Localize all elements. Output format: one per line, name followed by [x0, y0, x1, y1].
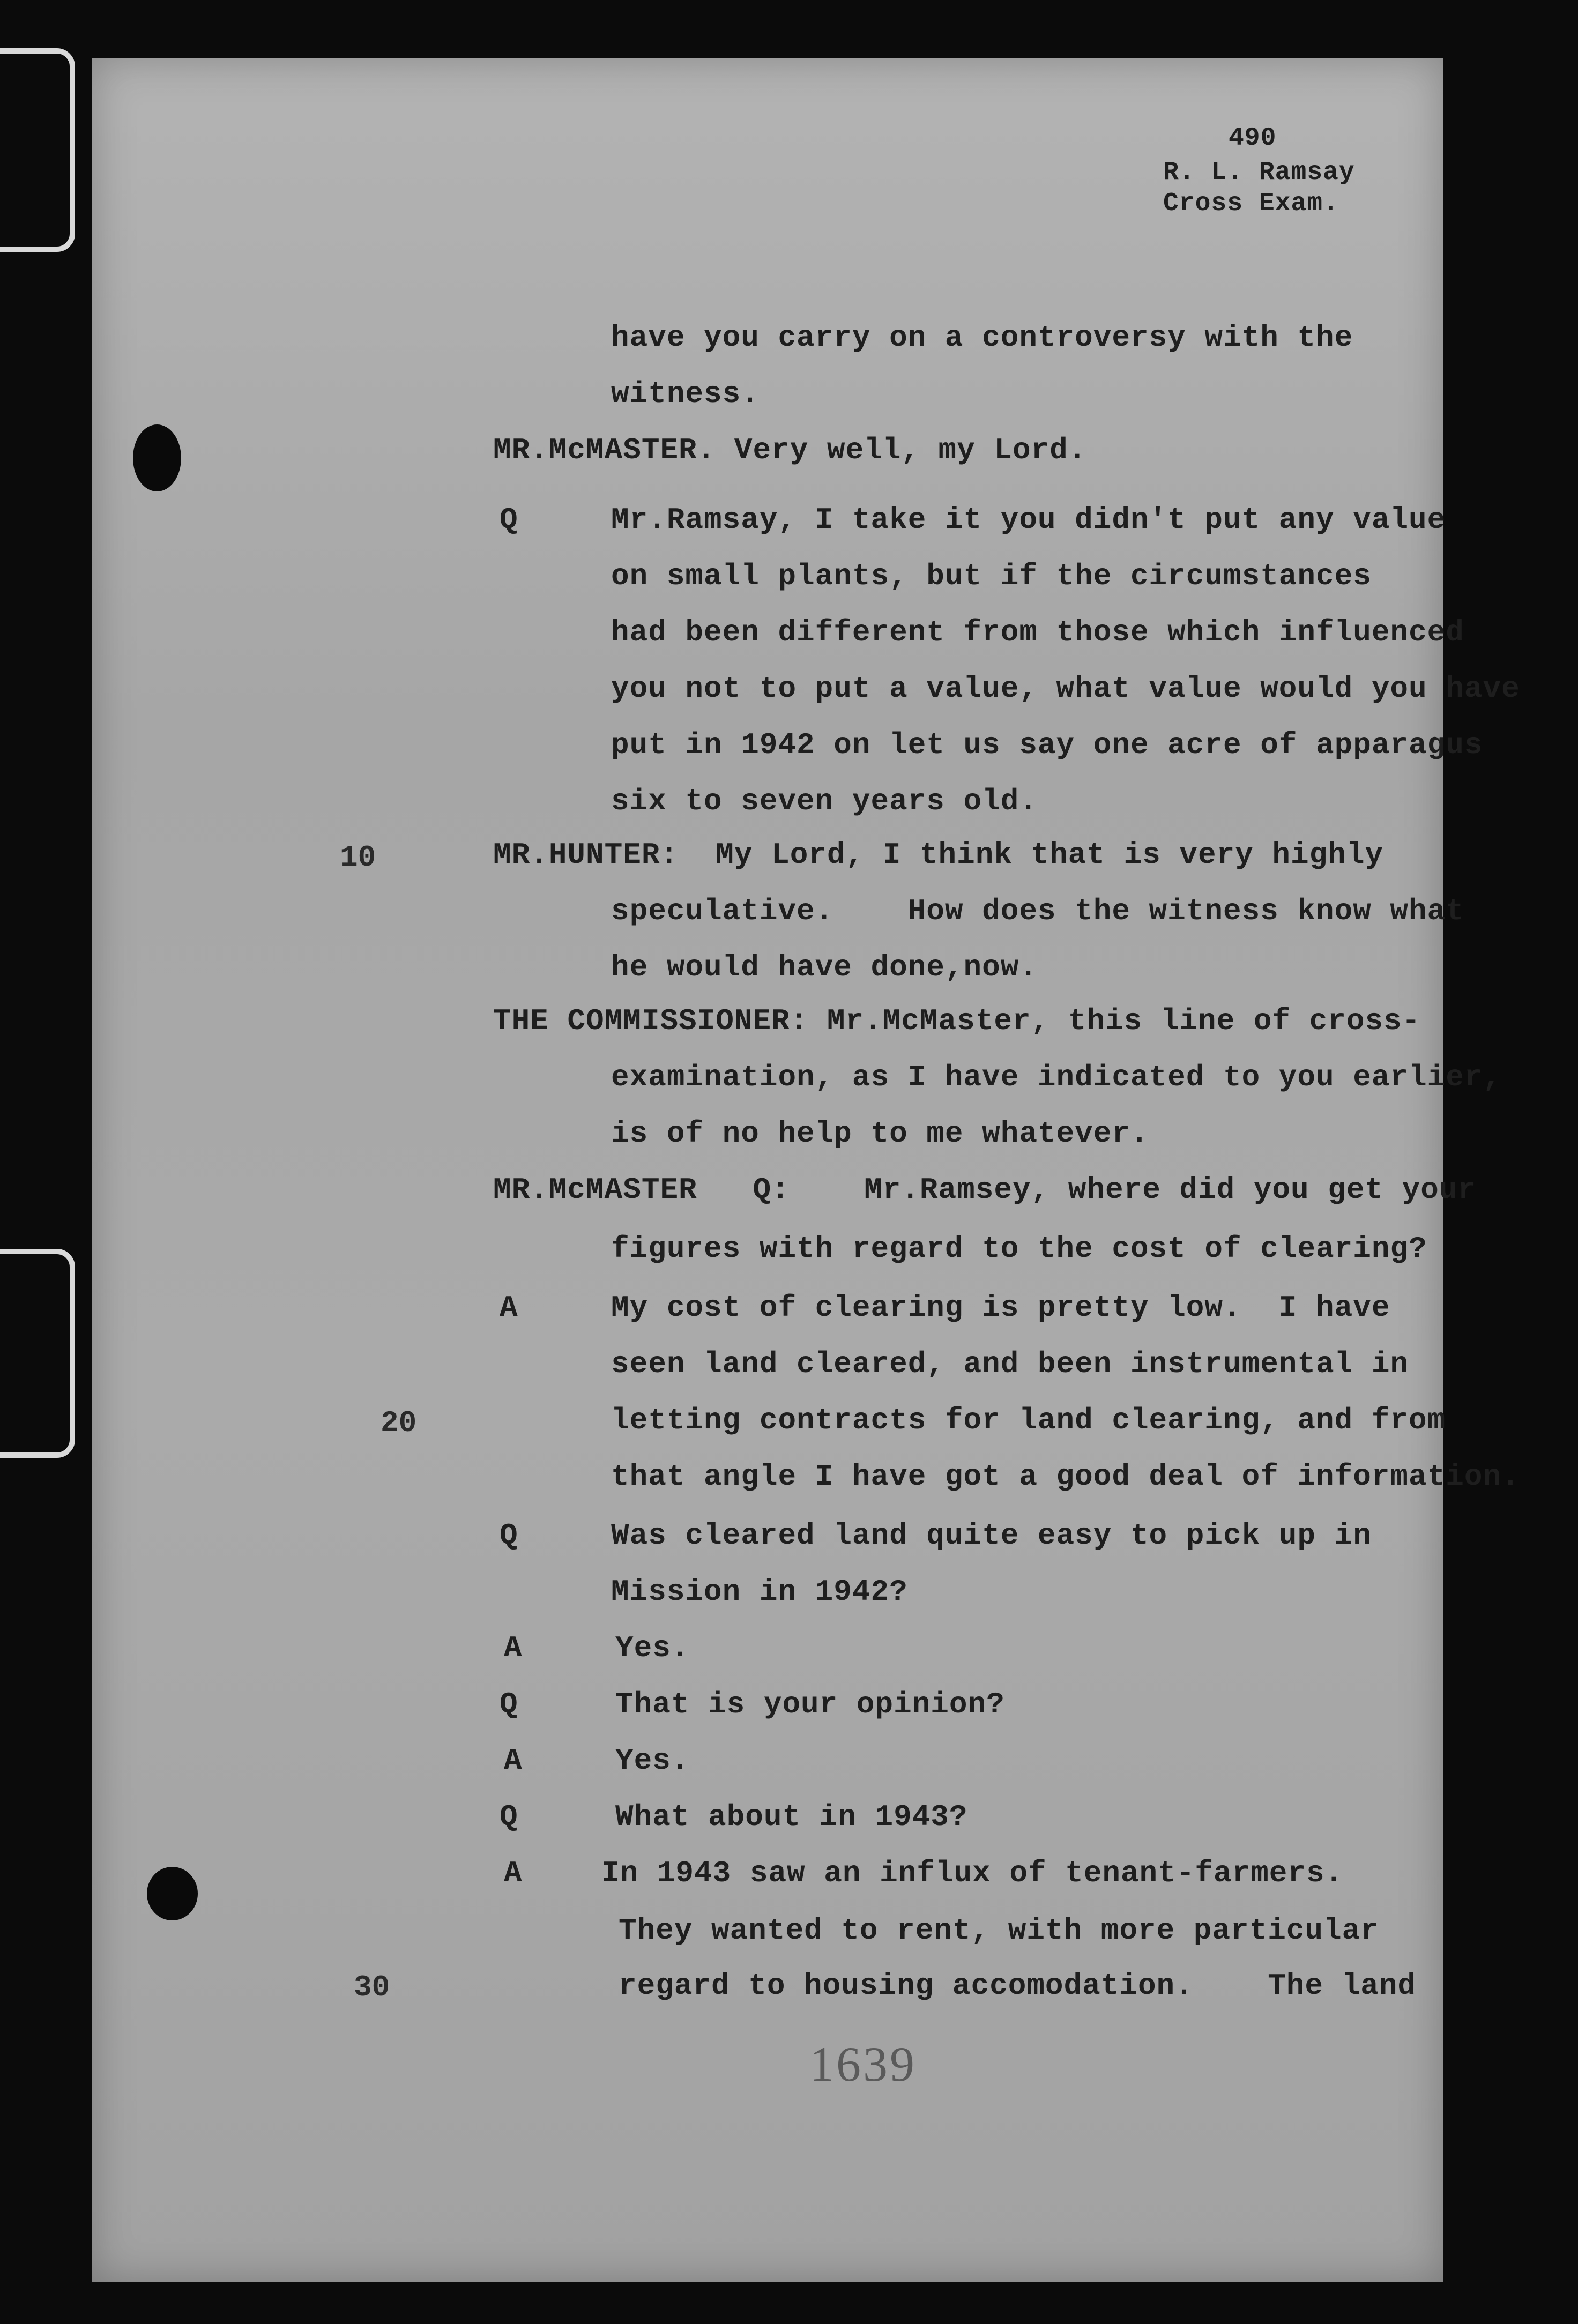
transcript-line: THE COMMISSIONER: Mr.McMaster, this line of cross-: [493, 1004, 1421, 1038]
transcript-line: put in 1942 on let us say one acre of apparagus: [611, 728, 1483, 762]
margin-line-number: 30: [354, 1970, 390, 2005]
margin-line-number: 10: [340, 840, 376, 875]
binder-tab-middle: [0, 1249, 75, 1458]
transcript-line: Yes.: [615, 1744, 690, 1778]
transcript-line: you not to put a value, what value would you have: [611, 672, 1520, 706]
transcript-line: seen land cleared, and been instrumental in: [611, 1347, 1409, 1381]
transcript-line: That is your opinion?: [615, 1687, 1005, 1722]
punch-hole-lower: [147, 1867, 198, 1920]
speaker-label: A: [504, 1856, 523, 1890]
transcript-line: MR.McMASTER Q: Mr.Ramsey, where did you get your: [493, 1173, 1477, 1207]
transcript-line: They wanted to rent, with more particular: [619, 1913, 1379, 1948]
transcript-line: Mission in 1942?: [611, 1575, 908, 1609]
transcript-line: figures with regard to the cost of clearing?: [611, 1232, 1427, 1266]
transcript-line: had been different from those which influenced: [611, 615, 1464, 650]
transcript-line: examination, as I have indicated to you earlier,: [611, 1060, 1502, 1094]
transcript-line: witness.: [611, 377, 760, 411]
transcript-line: letting contracts for land clearing, and from: [611, 1403, 1446, 1437]
transcript-line: MR.HUNTER: My Lord, I think that is very highly: [493, 838, 1384, 872]
speaker-label: Q: [500, 1518, 518, 1553]
punch-hole-upper: [133, 424, 181, 491]
document-page: [92, 58, 1520, 2282]
transcript-line: What about in 1943?: [615, 1800, 968, 1834]
speaker-label: Q: [500, 1800, 518, 1834]
margin-line-number: 20: [381, 1406, 417, 1440]
speaker-label: A: [504, 1631, 523, 1665]
exam-type: Cross Exam.: [1163, 189, 1339, 218]
page-number: 490: [1229, 124, 1277, 153]
speaker-label: A: [504, 1744, 523, 1778]
transcript-line: Was cleared land quite easy to pick up in: [611, 1518, 1372, 1553]
transcript-line: on small plants, but if the circumstances: [611, 559, 1372, 593]
transcript-line: Mr.Ramsay, I take it you didn't put any value: [611, 503, 1446, 537]
transcript-line: he would have done,now.: [611, 950, 1038, 985]
transcript-line: speculative. How does the witness know what: [611, 894, 1464, 928]
binder-tab-top: [0, 48, 75, 252]
speaker-label: Q: [500, 1687, 518, 1722]
transcript-line: that angle I have got a good deal of information.: [611, 1459, 1520, 1494]
speaker-label: A: [500, 1291, 518, 1325]
transcript-line: MR.McMASTER. Very well, my Lord.: [493, 433, 1087, 467]
speaker-label: Q: [500, 503, 518, 537]
transcript-line: is of no help to me whatever.: [611, 1116, 1149, 1151]
archive-stamp-number: 1639: [809, 2037, 917, 2091]
transcript-line: Yes.: [615, 1631, 690, 1665]
transcript-line: In 1943 saw an influx of tenant-farmers.: [601, 1856, 1344, 1890]
transcript-line: six to seven years old.: [611, 784, 1038, 818]
transcript-line: regard to housing accomodation. The land: [619, 1969, 1417, 2003]
witness-name: R. L. Ramsay: [1163, 158, 1355, 187]
transcript-line: My cost of clearing is pretty low. I have: [611, 1291, 1390, 1325]
transcript-line: have you carry on a controversy with the: [611, 321, 1353, 355]
